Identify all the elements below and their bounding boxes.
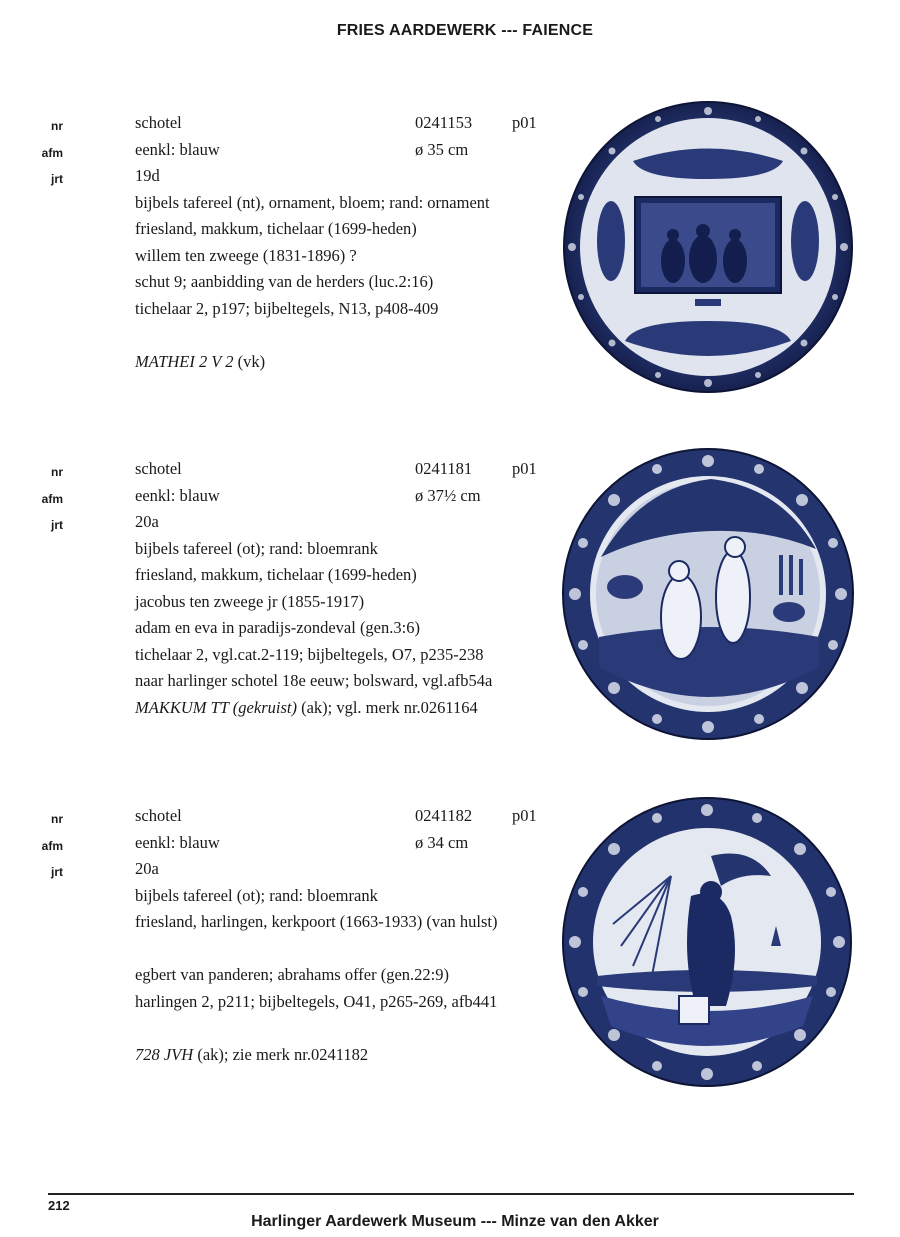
value-voorbeeld: adam en eva in paradijs-zondeval (gen.3:6) xyxy=(135,618,420,637)
value-page-code: p01 xyxy=(512,459,537,478)
label-nr: nr xyxy=(51,465,63,479)
label-jrt: jrt xyxy=(51,172,63,186)
label-afm: afm xyxy=(41,491,63,506)
value-afm: ø 37½ cm xyxy=(415,485,481,505)
label-jrt: jrt xyxy=(51,518,63,532)
footer-title: Harlinger Aardewerk Museum --- Minze van den Akker xyxy=(251,1213,659,1230)
value-schilder: jacobus ten zweege jr (1855-1917) xyxy=(135,591,365,611)
value-fabrikaat: friesland, harlingen, kerkpoort (1663-1933) (van hulst) xyxy=(135,912,498,931)
value-voorbeeld: schut 9; aanbidding van de herders (luc.2:16) xyxy=(135,272,434,291)
label-nr: nr xyxy=(51,119,63,133)
opschrift-note: (vk) xyxy=(233,351,266,371)
value-opschrift xyxy=(135,352,265,372)
value-voorbeeld: egbert van panderen; abrahams offer (gen.22:9) xyxy=(135,965,449,984)
value-voorstelling: bijbels tafereel (ot); rand: bloemrank xyxy=(135,885,378,905)
value-voorwerp: schotel xyxy=(135,806,182,825)
value-datering: 20a xyxy=(135,859,159,878)
value-nr: 0241153 xyxy=(415,113,473,132)
value-page-code: p01 xyxy=(512,806,537,825)
value-voorwerp: schotel xyxy=(135,113,182,132)
plate-image-2 xyxy=(561,447,855,741)
label-nr: nr xyxy=(51,812,63,826)
footer-divider xyxy=(48,1193,854,1195)
plate-image-1 xyxy=(563,101,853,393)
value-datering: 19d xyxy=(135,166,160,185)
page-header: FRIES AARDEWERK --- FAIENCE xyxy=(336,22,594,39)
value-literatuur: tichelaar 2, p197; bijbeltegels, N13, p408-409 xyxy=(135,298,439,318)
value-kleur: eenkl: blauw xyxy=(135,485,220,505)
value-opschrift xyxy=(135,1045,368,1065)
value-literatuur: tichelaar 2, vgl.cat.2-119; bijbeltegels, O7, p235-238 xyxy=(135,644,484,664)
value-kleur: eenkl: blauw xyxy=(135,832,220,852)
value-nr: 0241181 xyxy=(415,459,473,478)
value-opschrift xyxy=(135,698,478,718)
value-literatuur: harlingen 2, p211; bijbeltegels, O41, p265-269, afb441 xyxy=(135,991,498,1011)
opschrift-mark: 728 JVH xyxy=(135,1044,194,1064)
page-number: 212 xyxy=(48,1198,70,1213)
value-schilder: willem ten zweege (1831-1896) ? xyxy=(135,245,357,265)
opschrift-note: (ak); vgl. merk nr.0261164 xyxy=(296,697,478,717)
value-afm: ø 35 cm xyxy=(415,139,469,159)
opschrift-mark: MAKKUM TT (gekruist) xyxy=(135,697,297,717)
value-nr: 0241182 xyxy=(415,806,473,825)
value-opmerking: naar harlinger schotel 18e eeuw; bolsward, vgl.afb54a xyxy=(135,671,493,690)
opschrift-note: (ak); zie merk nr.0241182 xyxy=(193,1044,369,1064)
value-fabrikaat: friesland, makkum, tichelaar (1699-heden) xyxy=(135,219,417,238)
label-afm: afm xyxy=(41,838,63,853)
value-page-code: p01 xyxy=(512,113,537,132)
value-kleur: eenkl: blauw xyxy=(135,139,220,159)
value-datering: 20a xyxy=(135,512,159,531)
label-afm: afm xyxy=(41,145,63,160)
plate-image-3 xyxy=(561,796,853,1088)
opschrift-mark: MATHEI 2 V 2 xyxy=(135,351,234,371)
value-voorwerp: schotel xyxy=(135,459,182,478)
value-voorstelling: bijbels tafereel (nt), ornament, bloem; rand: ornament xyxy=(135,192,490,212)
value-afm: ø 34 cm xyxy=(415,832,469,852)
value-voorstelling: bijbels tafereel (ot); rand: bloemrank xyxy=(135,538,378,558)
label-jrt: jrt xyxy=(51,865,63,879)
value-fabrikaat: friesland, makkum, tichelaar (1699-heden) xyxy=(135,565,417,584)
